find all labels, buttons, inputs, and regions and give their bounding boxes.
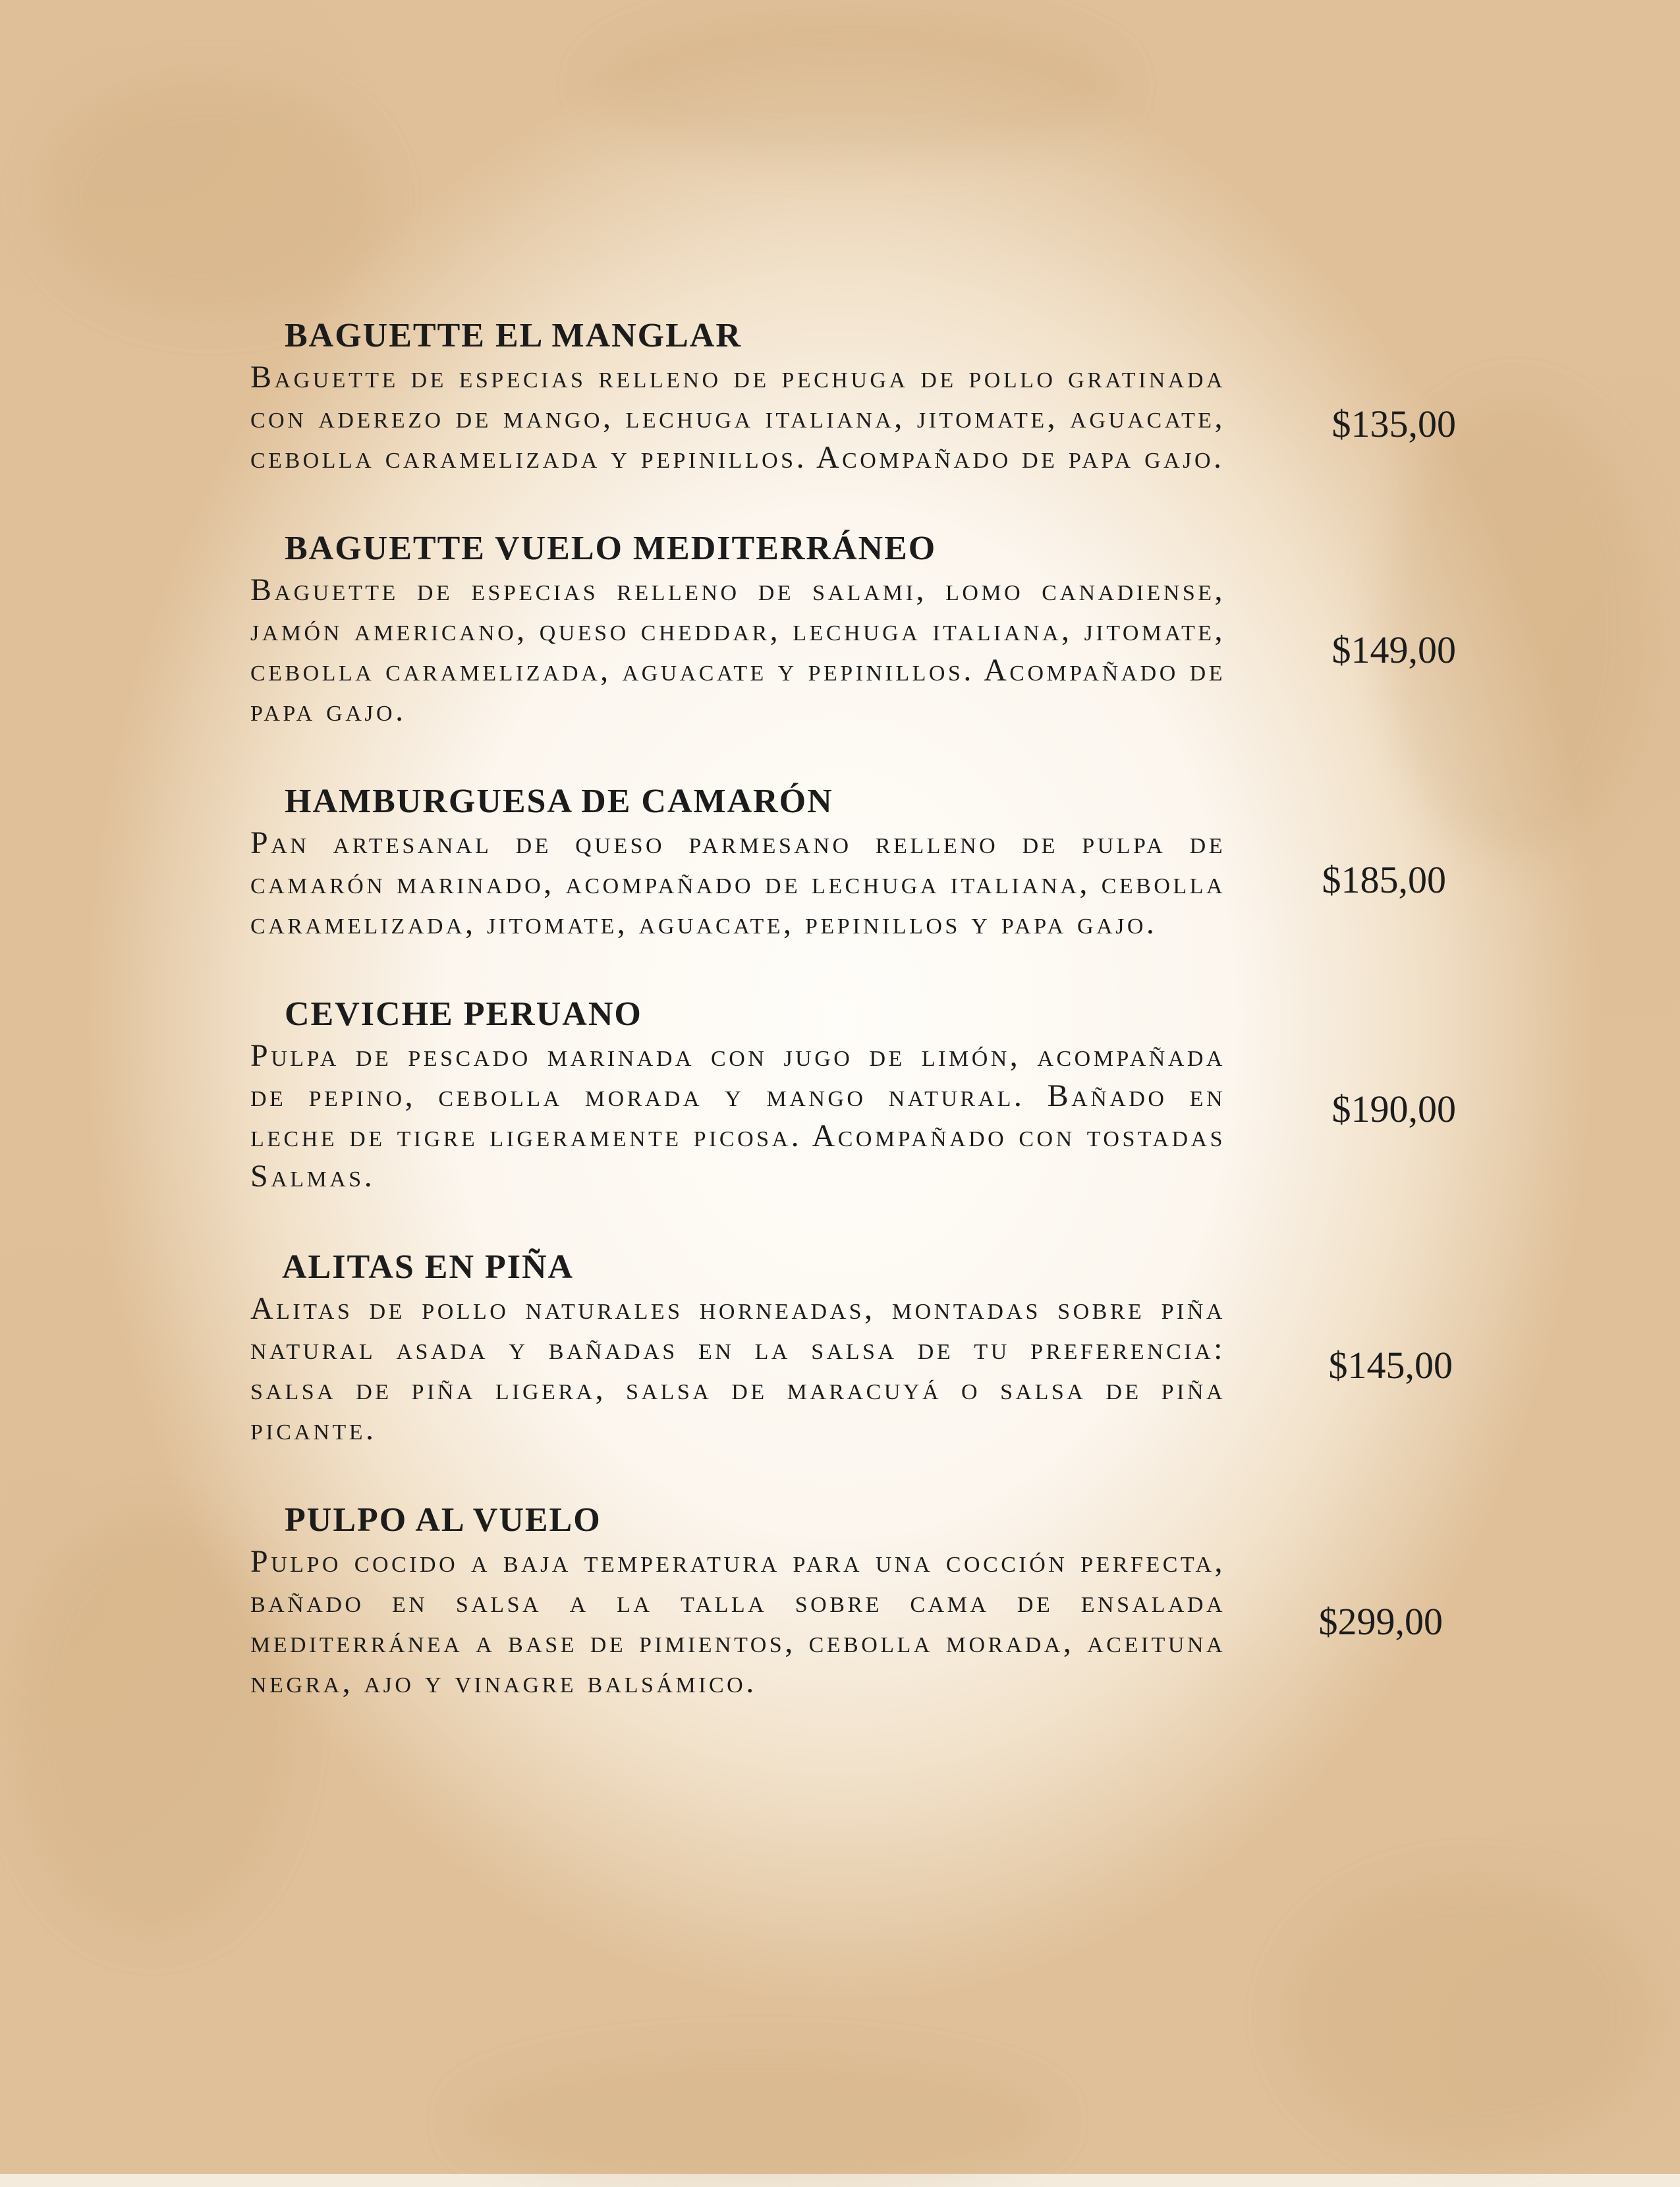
item-title: HAMBURGUESA DE CAMARÓN <box>285 783 833 820</box>
item-title: CEVICHE PERUANO <box>285 995 642 1033</box>
item-title: PULPO AL VUELO <box>285 1501 602 1539</box>
paper-stain <box>1285 1877 1654 2154</box>
item-price: $145,00 <box>1328 1344 1453 1387</box>
item-title: BAGUETTE VUELO MEDITERRÁNEO <box>285 530 937 567</box>
item-title: BAGUETTE EL MANGLAR <box>285 317 742 354</box>
item-description: Pulpa de pescado marinada con jugo de limón, acompañada de pepino, cebolla morada y mango natural. Bañado en leche de tigre ligeramente picosa. Acompañado con tostadas Salmas. <box>250 1038 1225 1194</box>
paper-stain <box>461 2055 1054 2187</box>
menu-list <box>250 316 1535 1754</box>
item-title: ALITAS EN PIÑA <box>282 1248 574 1286</box>
menu-item <box>250 529 1535 731</box>
menu-item <box>250 316 1535 478</box>
menu-item <box>250 782 1535 943</box>
menu-item <box>250 995 1535 1196</box>
menu-item <box>250 1501 1535 1702</box>
item-price: $149,00 <box>1331 628 1456 671</box>
item-description: Baguette de especias relleno de salami, lomo canadiense, jamón americano, queso cheddar, lechuga italiana, jitomate, cebolla caramelizada, aguacate y pepinillos. Acompañado de papa gajo. <box>250 572 1225 728</box>
paper-stain <box>593 13 1120 158</box>
item-price: $185,00 <box>1322 858 1446 901</box>
item-price: $190,00 <box>1331 1088 1456 1130</box>
item-description: Pulpo cocido a baja temperatura para una cocción perfecta, bañado en salsa a la talla sobre cama de ensalada mediterránea a base de pimientos, cebolla morada, aceituna negra, ajo y vinagre balsámico. <box>250 1544 1225 1700</box>
item-description: Alitas de pollo naturales horneadas, montadas sobre piña natural asada y bañadas en la salsa de tu preferencia: salsa de piña ligera, salsa de maracuyá o salsa de piña picante. <box>250 1291 1225 1447</box>
paper-stain <box>13 1515 290 1937</box>
item-description: Pan artesanal de queso parmesano relleno de pulpa de camarón marinado, acompañado de lechuga italiana, cebolla caramelizada, jitomate, aguacate, pepinillos y papa gajo. <box>250 825 1225 941</box>
item-price: $135,00 <box>1331 402 1456 445</box>
item-price: $299,00 <box>1318 1600 1443 1643</box>
paper-stain <box>40 79 382 316</box>
item-description: Baguette de especias relleno de pechuga de pollo gratinada con aderezo de mango, lechuga italiana, jitomate, aguacate, cebolla caramelizada y pepinillos. Acompañado de papa gajo. <box>250 360 1225 475</box>
menu-item <box>250 1248 1535 1449</box>
